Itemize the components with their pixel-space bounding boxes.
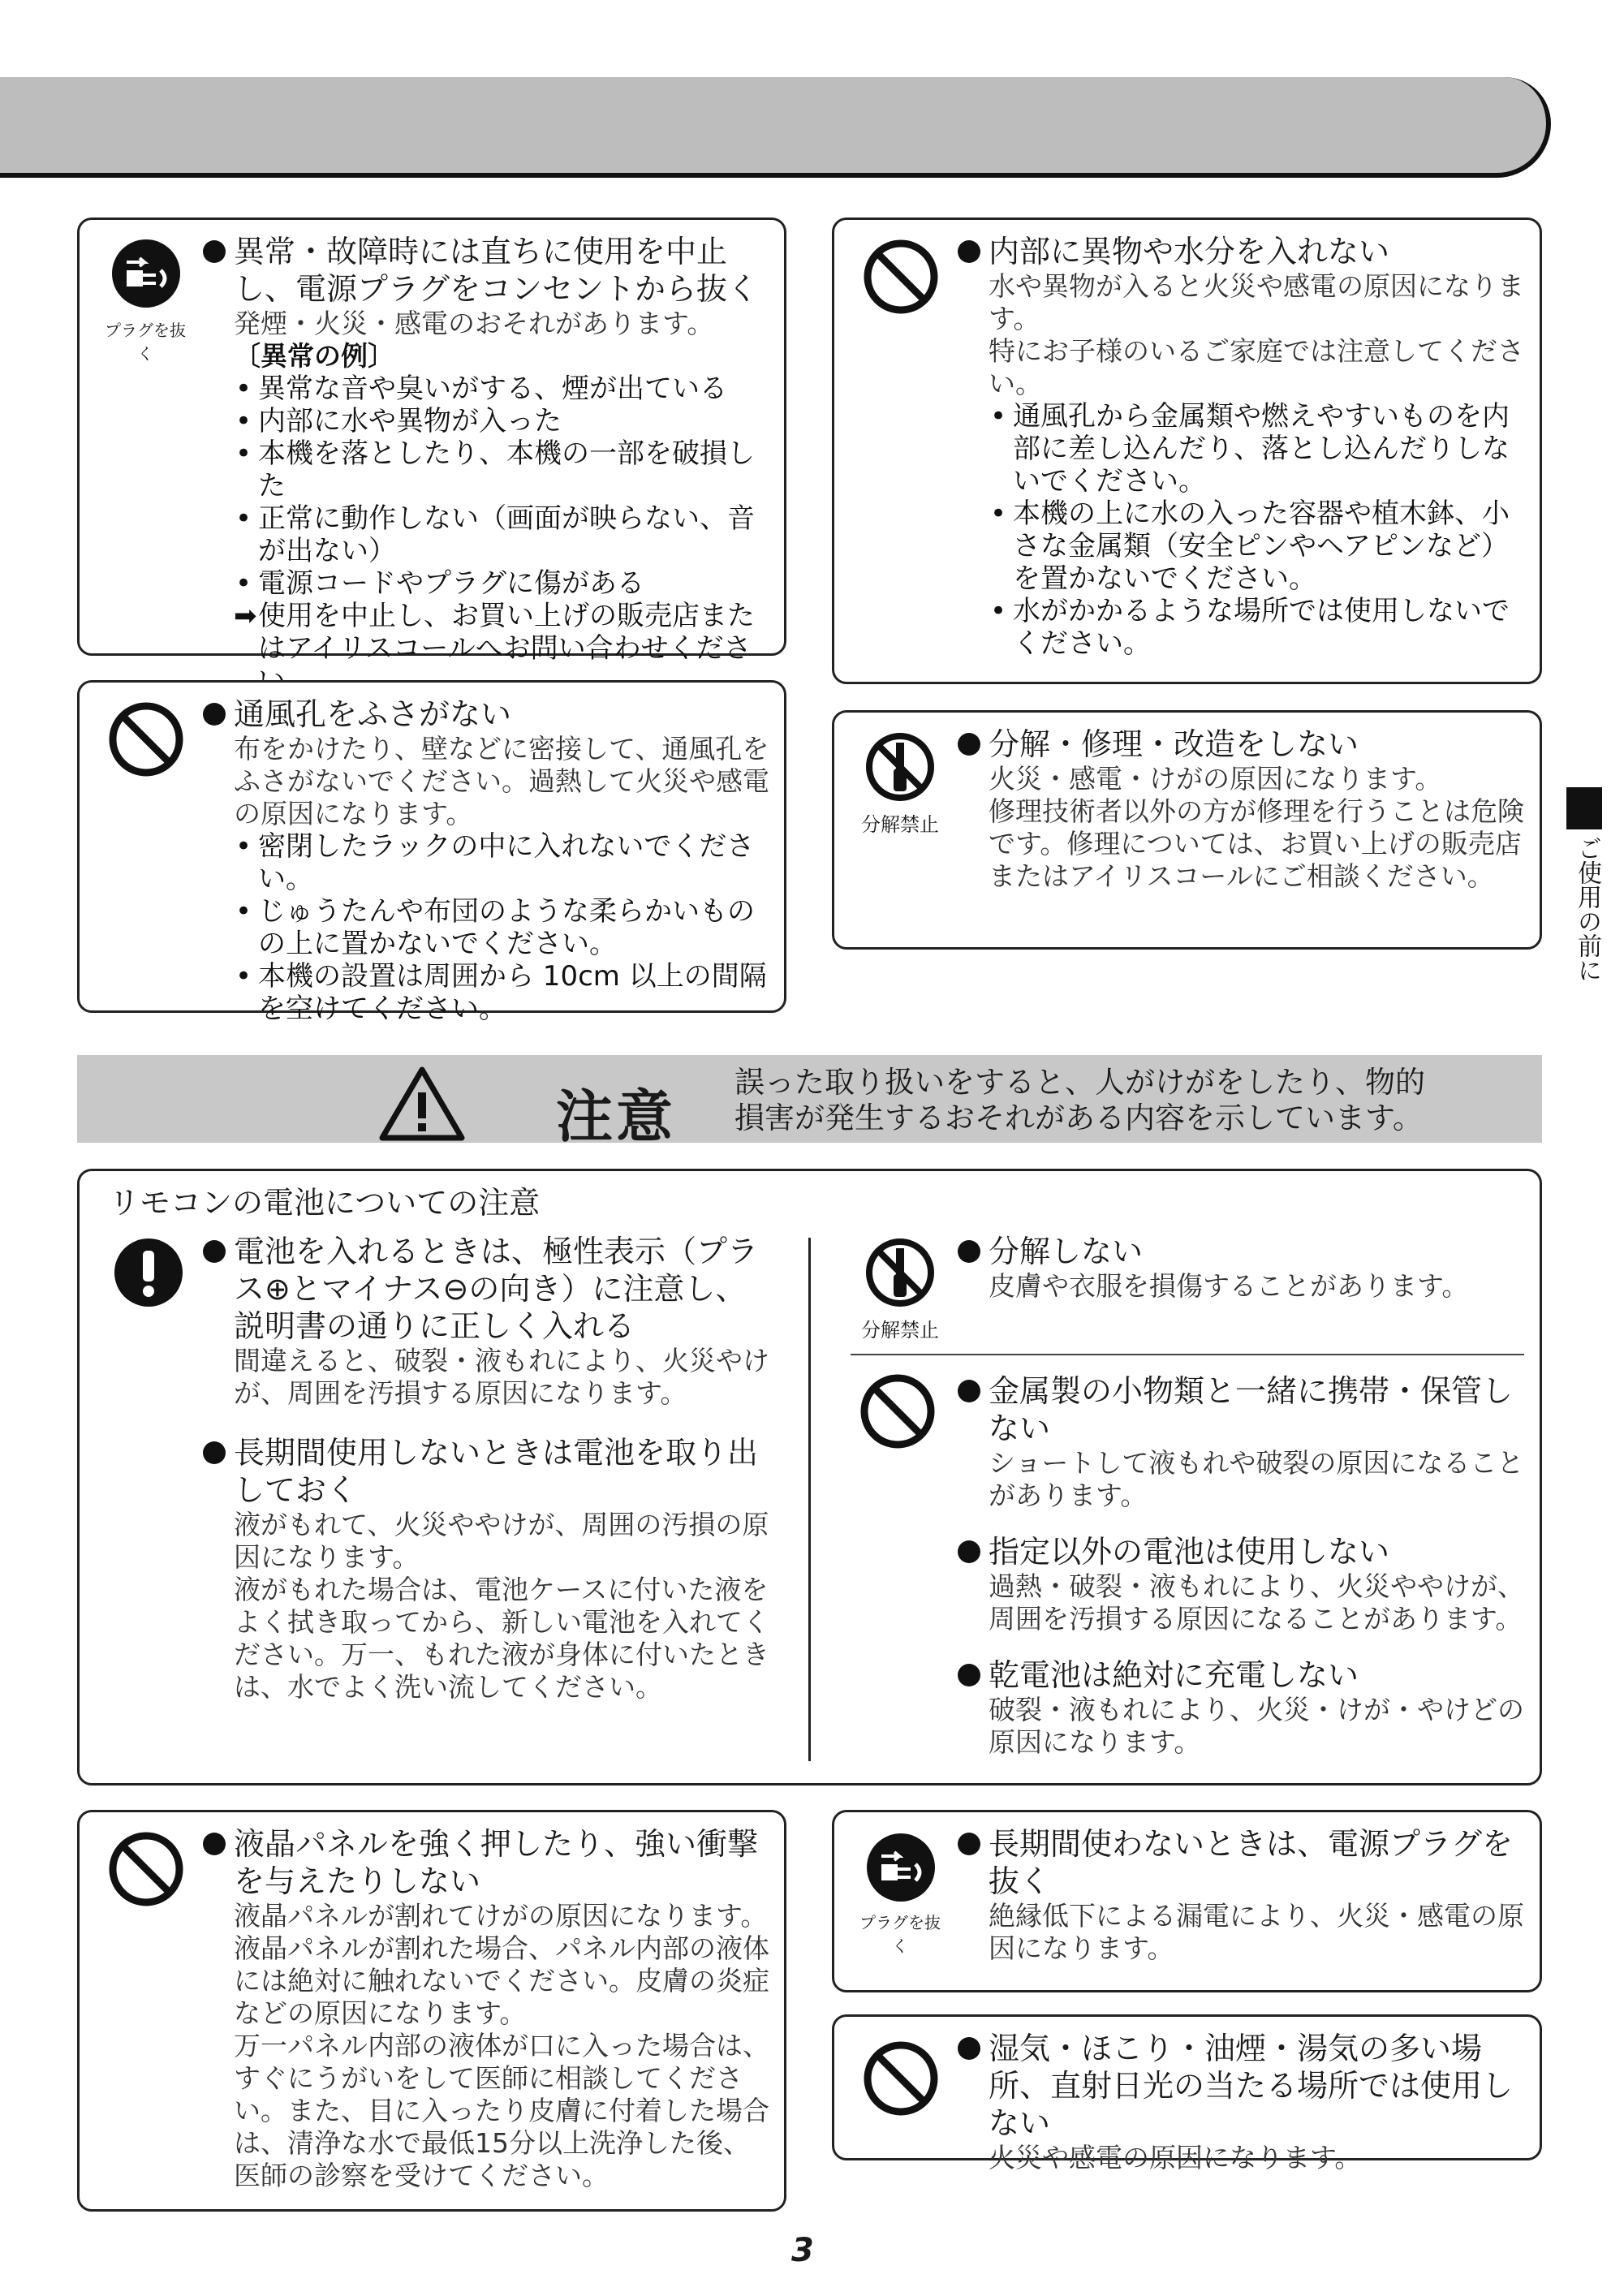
entry-text: 間違えると、破裂・液もれにより、火災やけが、周囲を汚損する原因になります。	[234, 1345, 769, 1409]
box-text: 水や異物が入ると火災や感電の原因になります。	[989, 270, 1524, 334]
list-item: • じゅうたんや布団のような柔らかいものの上に置かないでください。	[234, 895, 771, 960]
box-text: 火災・感電・けがの原因になります。	[989, 763, 1442, 795]
prohibition-icon	[107, 1830, 185, 1911]
list-item: • 本機を落としたり、本機の一部を破損した	[234, 437, 771, 502]
box-heading: 長期間使わないときは、電源プラグを抜く	[958, 1825, 1526, 1900]
box-text: 万一パネル内部の液体が口に入った場合は、すぐにうがいをして医師に相談してください。また、目に入ったり皮膚に付着した場合は、清浄な水で最低15分以上洗浄した後、医師の診察を受けてください。	[234, 2030, 769, 2191]
entry-heading: 長期間使用しないときは電池を取り出しておく	[203, 1434, 771, 1509]
no-disassembly-icon-label: 分解禁止	[861, 813, 939, 836]
box-text: 布をかけたり、壁などに密接して、通風孔をふさがないでください。過熱して火災や感電の原因になります。	[234, 733, 769, 829]
prohibition-icon	[862, 238, 940, 319]
warning-box-abnormal	[77, 218, 786, 665]
box-heading: 異常・故障時には直ちに使用を中止し、電源プラグをコンセントから抜く	[203, 233, 771, 308]
mandatory-icon	[112, 1236, 185, 1312]
box-text: 火災や感電の原因になります。	[989, 2142, 1362, 2173]
box-text: 発煙・火災・感電のおそれがあります。	[234, 308, 714, 339]
box-heading: 液晶パネルを強く押したり、強い衝撃を与えたりしない	[203, 1825, 771, 1900]
entry-heading: 電池を入れるときは、極性表示（プラス⊕とマイナス⊖の向き）に注意し、説明書の通りに正しく入れる	[203, 1233, 771, 1345]
no-disassembly-icon	[864, 1236, 937, 1312]
warning-triangle-icon	[377, 1065, 467, 1146]
no-disassembly-icon-label: 分解禁止	[861, 1319, 939, 1342]
unplug-icon	[110, 238, 182, 312]
caution-box-lcd	[77, 1810, 786, 2212]
list-item: • 本機の上に水の入った容器や植木鉢、小さな金属類（安全ピンやヘアピンなど）を置かないでください。	[989, 498, 1526, 595]
box-text: 修理技術者以外の方が修理を行うことは危険です。修理については、お買い上げの販売店またはアイリスコールにご相談ください。	[989, 795, 1524, 892]
list-item: • 電源コードやプラグに傷がある	[234, 567, 771, 600]
warning-box-disassembly	[832, 710, 1542, 950]
page-number: 3	[791, 2232, 814, 2269]
entry-text: 液がもれた場合は、電池ケースに付いた液をよく拭き取ってから、新しい電池を入れてください。万一、もれた液が身体に付いたときは、水でよく洗い流してください。	[234, 1574, 769, 1703]
prohibition-icon	[107, 700, 185, 782]
caution-box-humidity	[832, 2014, 1542, 2173]
entry-text: 皮膚や衣服を損傷することがあります。	[989, 1270, 1469, 1302]
example-title: 〔異常の例〕	[234, 340, 394, 372]
side-tab-marker	[1566, 787, 1602, 829]
row-divider	[851, 1354, 1524, 1355]
caution-title: 注意	[556, 1083, 676, 1150]
warning-box-foreign-objects	[832, 218, 1542, 684]
box-heading: 通風孔をふさがない	[203, 696, 771, 733]
caution-description: 誤った取り扱いをすると、人がけがをしたり、物的 損害が発生するおそれがある内容を示しています。	[734, 1065, 1425, 1135]
list-item: • 異常な音や臭いがする、煙が出ている	[234, 373, 771, 405]
box-heading: 湿気・ほこり・油煙・湯気の多い場所、直射日光の当たる場所では使用しない	[958, 2030, 1526, 2142]
caution-box-unplug	[832, 1810, 1542, 1992]
column-divider	[808, 1238, 811, 1761]
unplug-icon-label: プラグを抜く	[859, 1913, 941, 1956]
list-item: • 通風孔から金属類や燃えやすいものを内部に差し込んだり、落とし込んだりしないでください。	[989, 400, 1526, 498]
entry-heading: 金属製の小物類と一緒に携帯・保管しない	[958, 1372, 1526, 1447]
list-item: • 正常に動作しない（画面が映らない、音が出ない）	[234, 502, 771, 567]
no-disassembly-icon	[864, 730, 937, 807]
entry-text: 液がもれて、火災ややけが、周囲の汚損の原因になります。	[234, 1509, 769, 1573]
unplug-icon	[865, 1832, 937, 1906]
battery-section-title: リモコンの電池についての注意	[109, 1185, 541, 1221]
side-tab-label: ご使用の前に	[1573, 836, 1601, 982]
list-item: • 密閉したラックの中に入れないでください。	[234, 830, 771, 895]
list-item: • 内部に水や異物が入った	[234, 405, 771, 437]
prohibition-icon	[859, 1372, 937, 1454]
entry-text: 破裂・液もれにより、火災・けが・やけどの原因になります。	[989, 1694, 1524, 1758]
entry-text: 過熱・破裂・液もれにより、火災ややけが、周囲を汚損する原因になることがあります。	[989, 1570, 1524, 1635]
entry-text: ショートして液もれや破裂の原因になることがあります。	[989, 1447, 1524, 1511]
box-text: 特にお子様のいるご家庭では注意してください。	[989, 335, 1524, 399]
arrow-note: ➡ 使用を中止し、お買い上げの販売店またはアイリスコールへお問い合わせくださ	[234, 600, 755, 665]
header-bar	[0, 77, 1551, 178]
unplug-icon-label: プラグを抜く	[105, 321, 186, 364]
box-heading: 分解・修理・改造をしない	[958, 726, 1526, 763]
arrow-right-icon: ➡	[234, 600, 257, 632]
list-item: • 本機の設置は周囲から 10cm 以上の間隔を空けてください。	[234, 960, 771, 1025]
entry-heading: 分解しない	[958, 1233, 1526, 1270]
prohibition-icon	[862, 2040, 940, 2121]
warning-box-vents	[77, 680, 786, 1025]
entry-heading: 乾電池は絶対に充電しない	[958, 1656, 1526, 1694]
entry-heading: 指定以外の電池は使用しない	[958, 1533, 1526, 1570]
box-text: 液晶パネルが割れてけがの原因になります。液晶パネルが割れた場合、パネル内部の液体には絶対に触れないでください。皮膚の炎症などの原因になります。	[234, 1900, 769, 2029]
box-heading: 内部に異物や水分を入れない	[958, 233, 1526, 270]
caution-banner	[77, 1055, 1542, 1150]
box-text: 絶縁低下による漏電により、火災・感電の原因になります。	[989, 1900, 1524, 1964]
list-item: • 水がかかるような場所では使用しないでください。	[989, 595, 1526, 660]
